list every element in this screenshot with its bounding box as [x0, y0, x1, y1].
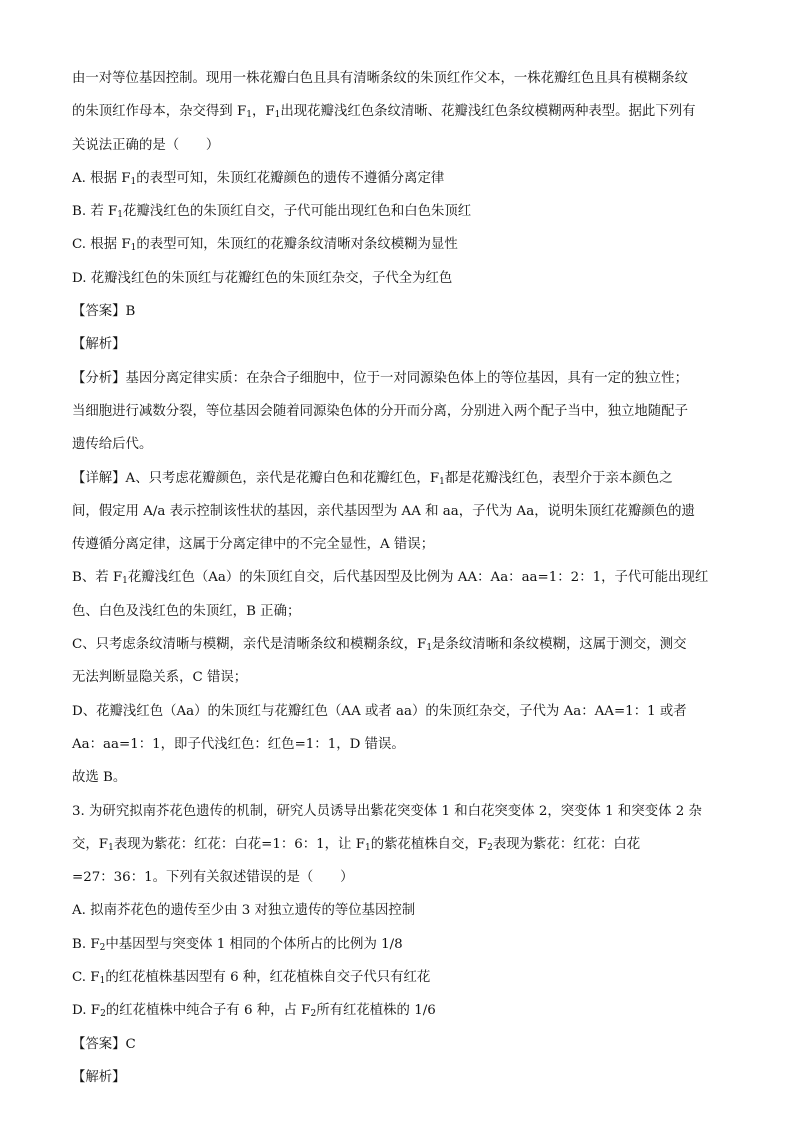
text-run: D. F — [72, 1003, 101, 1019]
text-line — [72, 828, 724, 861]
text-run: 色、白色及浅红色的朱顶红，B 正确； — [72, 603, 301, 619]
subscript: 2 — [100, 1009, 106, 1020]
text-run: 3. 为研究拟南芥花色遗传的机制，研究人员诱导出紫花突变体 1 和白花突变体 2，突变体 1 和突变体 2 杂 — [72, 803, 702, 819]
text-run: 表现为紫花：红花：白花 — [492, 836, 641, 852]
text-line — [72, 162, 724, 195]
text-run: 【答案】B — [72, 304, 136, 320]
text-run: B、若 F — [72, 570, 123, 586]
subscript: 1 — [99, 976, 106, 987]
text-line — [72, 695, 724, 728]
text-line — [72, 528, 724, 561]
text-run: B. F — [72, 936, 100, 952]
text-line — [72, 462, 724, 495]
text-run: 是条纹清晰和条纹模糊，这属于测交，测交 — [432, 637, 687, 653]
text-run: 间，假定用 A/a 表示控制该性状的基因，亲代基因型为 AA 和 aa，子代为 Aa，说明朱顶红花瓣颜色的遗 — [72, 503, 695, 519]
text-line — [72, 62, 724, 95]
text-run: C. 根据 F — [72, 237, 131, 253]
subscript: 1 — [122, 576, 128, 587]
subscript: 1 — [246, 110, 252, 121]
text-run: 交，F — [72, 836, 109, 852]
text-line — [72, 994, 724, 1027]
text-run: ，F — [251, 104, 275, 120]
text-line — [72, 228, 724, 261]
text-run: 传遵循分离定律，这属于分离定律中的不完全显性，A 错误； — [72, 537, 435, 553]
text-run: B. 若 F — [72, 204, 118, 220]
text-line — [72, 661, 724, 694]
document-body — [72, 62, 724, 1094]
subscript: 2 — [310, 1009, 317, 1020]
text-line — [72, 628, 724, 661]
text-line — [72, 95, 724, 128]
text-line — [72, 129, 724, 162]
text-run: 花瓣浅红色的朱顶红自交，子代可能出现红色和白色朱顶红 — [123, 204, 472, 220]
subscript: 1 — [439, 476, 445, 487]
text-run: 的红花植株中纯合子有 6 种，占 F — [105, 1003, 311, 1019]
subscript: 1 — [108, 842, 114, 853]
text-run: D、花瓣浅红色（Aa）的朱顶红与花瓣红色（AA 或者 aa）的朱顶红杂交，子代为 Aa：AA=1：1 或者 — [72, 703, 687, 719]
subscript: 1 — [117, 210, 124, 221]
text-run: 无法判断显隐关系，C 错误； — [72, 670, 248, 686]
subscript: 1 — [274, 110, 281, 121]
text-run: C. F — [72, 970, 100, 986]
text-run: 表现为紫花：红花：白花=1：6：1，让 F — [113, 836, 365, 852]
subscript: 1 — [130, 243, 137, 254]
text-run: 中基因型与突变体 1 相同的个体所占的比例为 1/8 — [105, 936, 403, 952]
text-run: 遗传给后代。 — [72, 437, 153, 453]
text-run: =27：36：1。下列有关叙述错误的是（ ） — [72, 870, 354, 886]
text-line — [72, 195, 724, 228]
text-run: 的表型可知，朱顶红花瓣颜色的遗传不遵循分离定律 — [136, 170, 445, 186]
text-run: 的红花植株基因型有 6 种，红花植株自交子代只有红花 — [105, 970, 431, 986]
text-run: 所有红花植株的 1/6 — [316, 1003, 436, 1019]
text-run: 当细胞进行减数分裂，等位基因会随着同源染色体的分开而分离，分别进入两个配子当中，独立地随配子 — [72, 403, 688, 419]
text-run: 出现花瓣浅红色条纹清晰、花瓣浅红色条纹模糊两种表型。据此下列有 — [280, 104, 696, 120]
text-run: A. 拟南芥花色的遗传至少由 3 对独立遗传的等位基因控制 — [72, 903, 416, 919]
text-line — [72, 295, 724, 328]
text-line — [72, 328, 724, 361]
text-line — [72, 861, 724, 894]
text-run: 花瓣浅红色（Aa）的朱顶红自交，后代基因型及比例为 AA：Aa：aa=1：2：1，子代可能出现红 — [127, 570, 709, 586]
text-line — [72, 928, 724, 961]
text-run: 由一对等位基因控制。现用一株花瓣白色且具有清晰条纹的朱顶红作父本，一株花瓣红色且具有模糊条纹 — [72, 71, 688, 86]
text-run: 故选 B。 — [72, 770, 127, 786]
text-line — [72, 495, 724, 528]
text-run: C、只考虑条纹清晰与模糊，亲代是清晰条纹和模糊条纹，F — [72, 637, 427, 653]
text-line — [72, 428, 724, 461]
text-line — [72, 395, 724, 428]
text-run: 的朱顶红作母本，杂交得到 F — [72, 104, 247, 120]
text-line — [72, 595, 724, 628]
text-line — [72, 728, 724, 761]
text-run: 【详解】A、只考虑花瓣颜色，亲代是花瓣白色和花瓣红色，F — [72, 470, 440, 486]
text-line — [72, 561, 724, 594]
text-run: 【分析】基因分离定律实质：在杂合子细胞中，位于一对同源染色体上的等位基因，具有一定的独立性； — [72, 370, 688, 386]
text-line — [72, 1028, 724, 1061]
text-line — [72, 761, 724, 794]
text-line — [72, 894, 724, 927]
text-run: 【答案】C — [72, 1036, 136, 1052]
text-line — [72, 262, 724, 295]
text-line — [72, 1061, 724, 1094]
text-run: 【解析】 — [72, 1069, 126, 1085]
text-run: 【解析】 — [72, 337, 126, 353]
text-run: 关说法正确的是（ ） — [72, 137, 220, 153]
text-run: Aa：aa=1：1，即子代浅红色：红色=1：1，D 错误。 — [72, 736, 405, 752]
text-run: 的表型可知，朱顶红的花瓣条纹清晰对条纹模糊为显性 — [136, 237, 458, 253]
subscript: 1 — [365, 842, 371, 853]
text-run: 的紫花植株自交，F — [370, 836, 488, 852]
subscript: 1 — [426, 643, 433, 654]
text-run: A. 根据 F — [72, 170, 131, 186]
text-run: D. 花瓣浅红色的朱顶红与花瓣红色的朱顶红杂交，子代全为红色 — [72, 270, 453, 286]
subscript: 2 — [487, 842, 493, 853]
subscript: 1 — [130, 176, 137, 187]
text-line — [72, 795, 724, 828]
text-run: 都是花瓣浅红色，表型介于亲本颜色之 — [444, 470, 673, 486]
text-line — [72, 362, 724, 395]
text-line — [72, 961, 724, 994]
subscript: 2 — [99, 942, 106, 953]
